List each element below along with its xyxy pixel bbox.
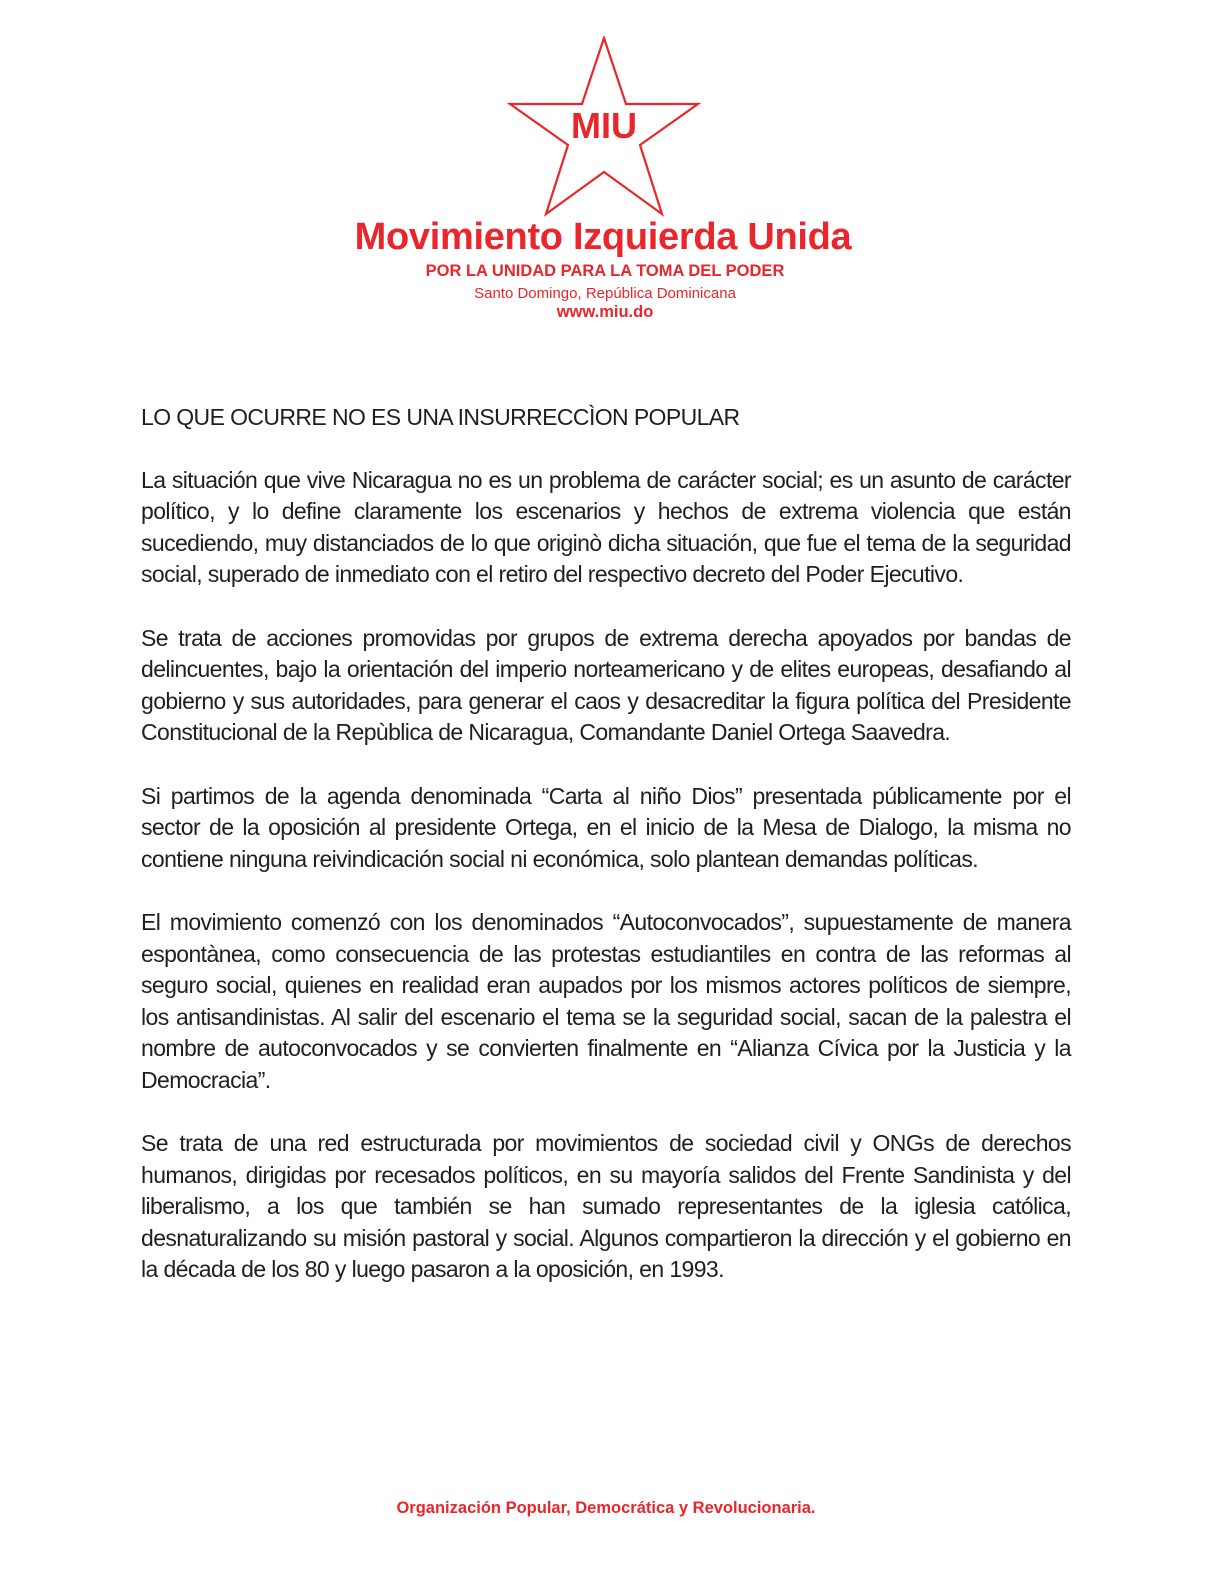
paragraph: Se trata de acciones promovidas por grupos de extrema derecha apoyados por bandas de delincuentes, bajo la orientación del imperio norteamericano y de elites europeas, desafiando al gobierno y sus autoridades, para generar el caos y desacreditar la figura política del Presidente Constitucional de la Repùblica de Nicaragua, Comandante Daniel Ortega Saavedra. [141, 624, 1071, 745]
star-logo-graphic [506, 36, 702, 220]
red-star-icon [506, 36, 702, 220]
paragraph: Se trata de una red estructurada por movimientos de sociedad civil y ONGs de derechos humanos, dirigidas por recesados políticos, en su mayoría salidos del Frente Sandinista y del liberalismo, a los que también se han sumado representantes de la iglesia católica, desnaturalizando su misión pastoral y social. Algunos compartieron la dirección y el gobierno en la década de los 80 y luego pasaron a la oposición, en 1993. [141, 1130, 1071, 1282]
logo-text: MIU [571, 105, 637, 146]
document-title: LO QUE OCURRE NO ES UNA INSURRECCÌON POPULAR [141, 404, 740, 430]
paragraph: El movimiento comenzó con los denominados “Autoconvocados”, supuestamente de manera espontànea, como consecuencia de las protestas estudiantiles en contra de las reformas al seguro social, quienes en realidad eran aupados por los mismos actores políticos de siempre, los antisandinistas. Al salir del escenario el tema se la seguridad social, sacan de la palestra el nombre de autoconvocados y se convierten finalmente en “Alianza Cívica por la Justicia y la Democracia”. [141, 909, 1071, 1093]
footer-tagline: Organización Popular, Democrática y Revolucionaria. [396, 1499, 816, 1517]
paragraph: La situación que vive Nicaragua no es un problema de carácter social; es un asunto de carácter político, y lo define claramente los escenarios y hechos de extrema violencia que están sucediendo, muy distanciados de lo que originò dicha situación, que fue el tema de la seguridad social, superado de inmediato con el retiro del respectivo decreto del Poder Ejecutivo. [141, 466, 1071, 587]
organization-name: Movimiento Izquierda Unida [354, 216, 852, 258]
letterhead [0, 0, 1224, 330]
paragraph: Si partimos de la agenda denominada “Carta al niño Dios” presentada públicamente por el sector de la oposición al presidente Ortega, en el inicio de la Mesa de Dialogo, la misma no contiene ninguna reivindicación social ni económica, solo plantean demandas políticas. [141, 782, 1071, 872]
slogan: POR LA UNIDAD PARA LA TOMA DEL PODER [425, 262, 785, 280]
document-body [141, 402, 1071, 1318]
location: Santo Domingo, República Dominicana [474, 285, 736, 302]
website-link[interactable]: www.miu.do [556, 303, 654, 321]
